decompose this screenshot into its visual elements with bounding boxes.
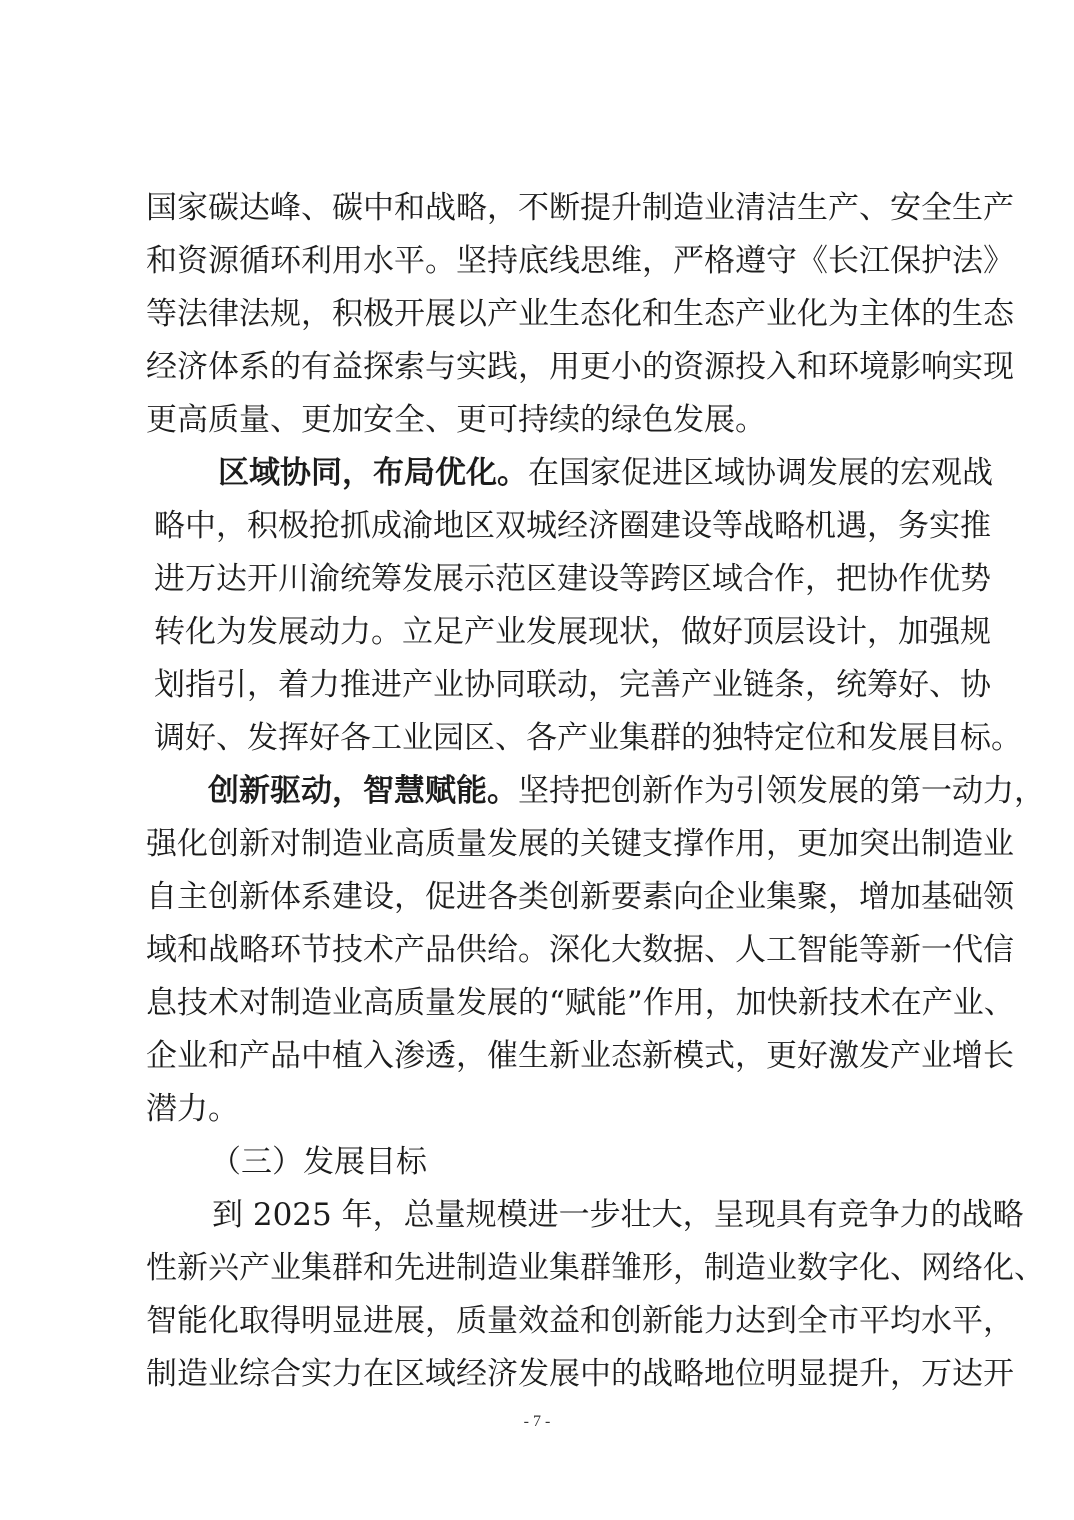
paragraph-line: 息技术对制造业高质量发展的“赋能”作用，加快新技术在产业、	[146, 985, 1015, 1021]
paragraph-line: 强化创新对制造业高质量发展的关键支撑作用，更加突出制造业	[146, 826, 1014, 862]
paragraph-line: 等法律法规，积极开展以产业生态化和生态产业化为主体的生态	[146, 296, 1014, 332]
paragraph-line: 略中，积极抢抓成渝地区双城经济圈建设等战略机遇，务实推	[154, 508, 991, 544]
paragraph-first-line: 到 2025 年，总量规模进一步壮大，呈现具有竞争力的战略	[212, 1197, 1024, 1233]
paragraph-line: 更高质量、更加安全、更可持续的绿色发展。	[146, 402, 766, 438]
paragraph-line: 域和战略环节技术产品供给。深化大数据、人工智能等新一代信	[146, 932, 1014, 968]
paragraph-first-line	[218, 453, 993, 493]
section-heading: （三）发展目标	[210, 1144, 427, 1180]
page-number: - 7 -	[523, 1413, 551, 1430]
paragraph-line: 自主创新体系建设，促进各类创新要素向企业集聚，增加基础领	[146, 879, 1014, 915]
paragraph-line: 和资源循环利用水平。坚持底线思维，严格遵守《长江保护法》	[146, 243, 1014, 279]
paragraph-line: 进万达开川渝统筹发展示范区建设等跨区域合作，把协作优势	[154, 561, 991, 597]
paragraph-line: 性新兴产业集群和先进制造业集群雏形，制造业数字化、网络化、	[146, 1250, 1045, 1286]
paragraph-first-line	[208, 771, 1045, 811]
paragraph-line: 制造业综合实力在区域经济发展中的战略地位明显提升，万达开	[146, 1356, 1014, 1392]
paragraph-lead: 区域协同，布局优化。	[218, 455, 528, 491]
paragraph-text: 坚持把创新作为引领发展的第一动力，	[518, 773, 1045, 809]
paragraph-line: 转化为发展动力。立足产业发展现状，做好顶层设计，加强规	[154, 614, 991, 650]
paragraph-line: 企业和产品中植入渗透，催生新业态新模式，更好激发产业增长	[146, 1038, 1014, 1074]
paragraph-line: 智能化取得明显进展，质量效益和创新能力达到全市平均水平，	[146, 1303, 1014, 1339]
paragraph-line: 潜力。	[146, 1091, 239, 1127]
paragraph-line: 国家碳达峰、碳中和战略，不断提升制造业清洁生产、安全生产	[146, 190, 1014, 226]
paragraph-line: 划指引，着力推进产业协同联动，完善产业链条，统筹好、协	[154, 667, 991, 703]
paragraph-line: 调好、发挥好各工业园区、各产业集群的独特定位和发展目标。	[154, 720, 1022, 756]
paragraph-line: 经济体系的有益探索与实践，用更小的资源投入和环境影响实现	[146, 349, 1014, 385]
paragraph-text: 在国家促进区域协调发展的宏观战	[528, 455, 993, 491]
paragraph-lead: 创新驱动，智慧赋能。	[208, 773, 518, 809]
